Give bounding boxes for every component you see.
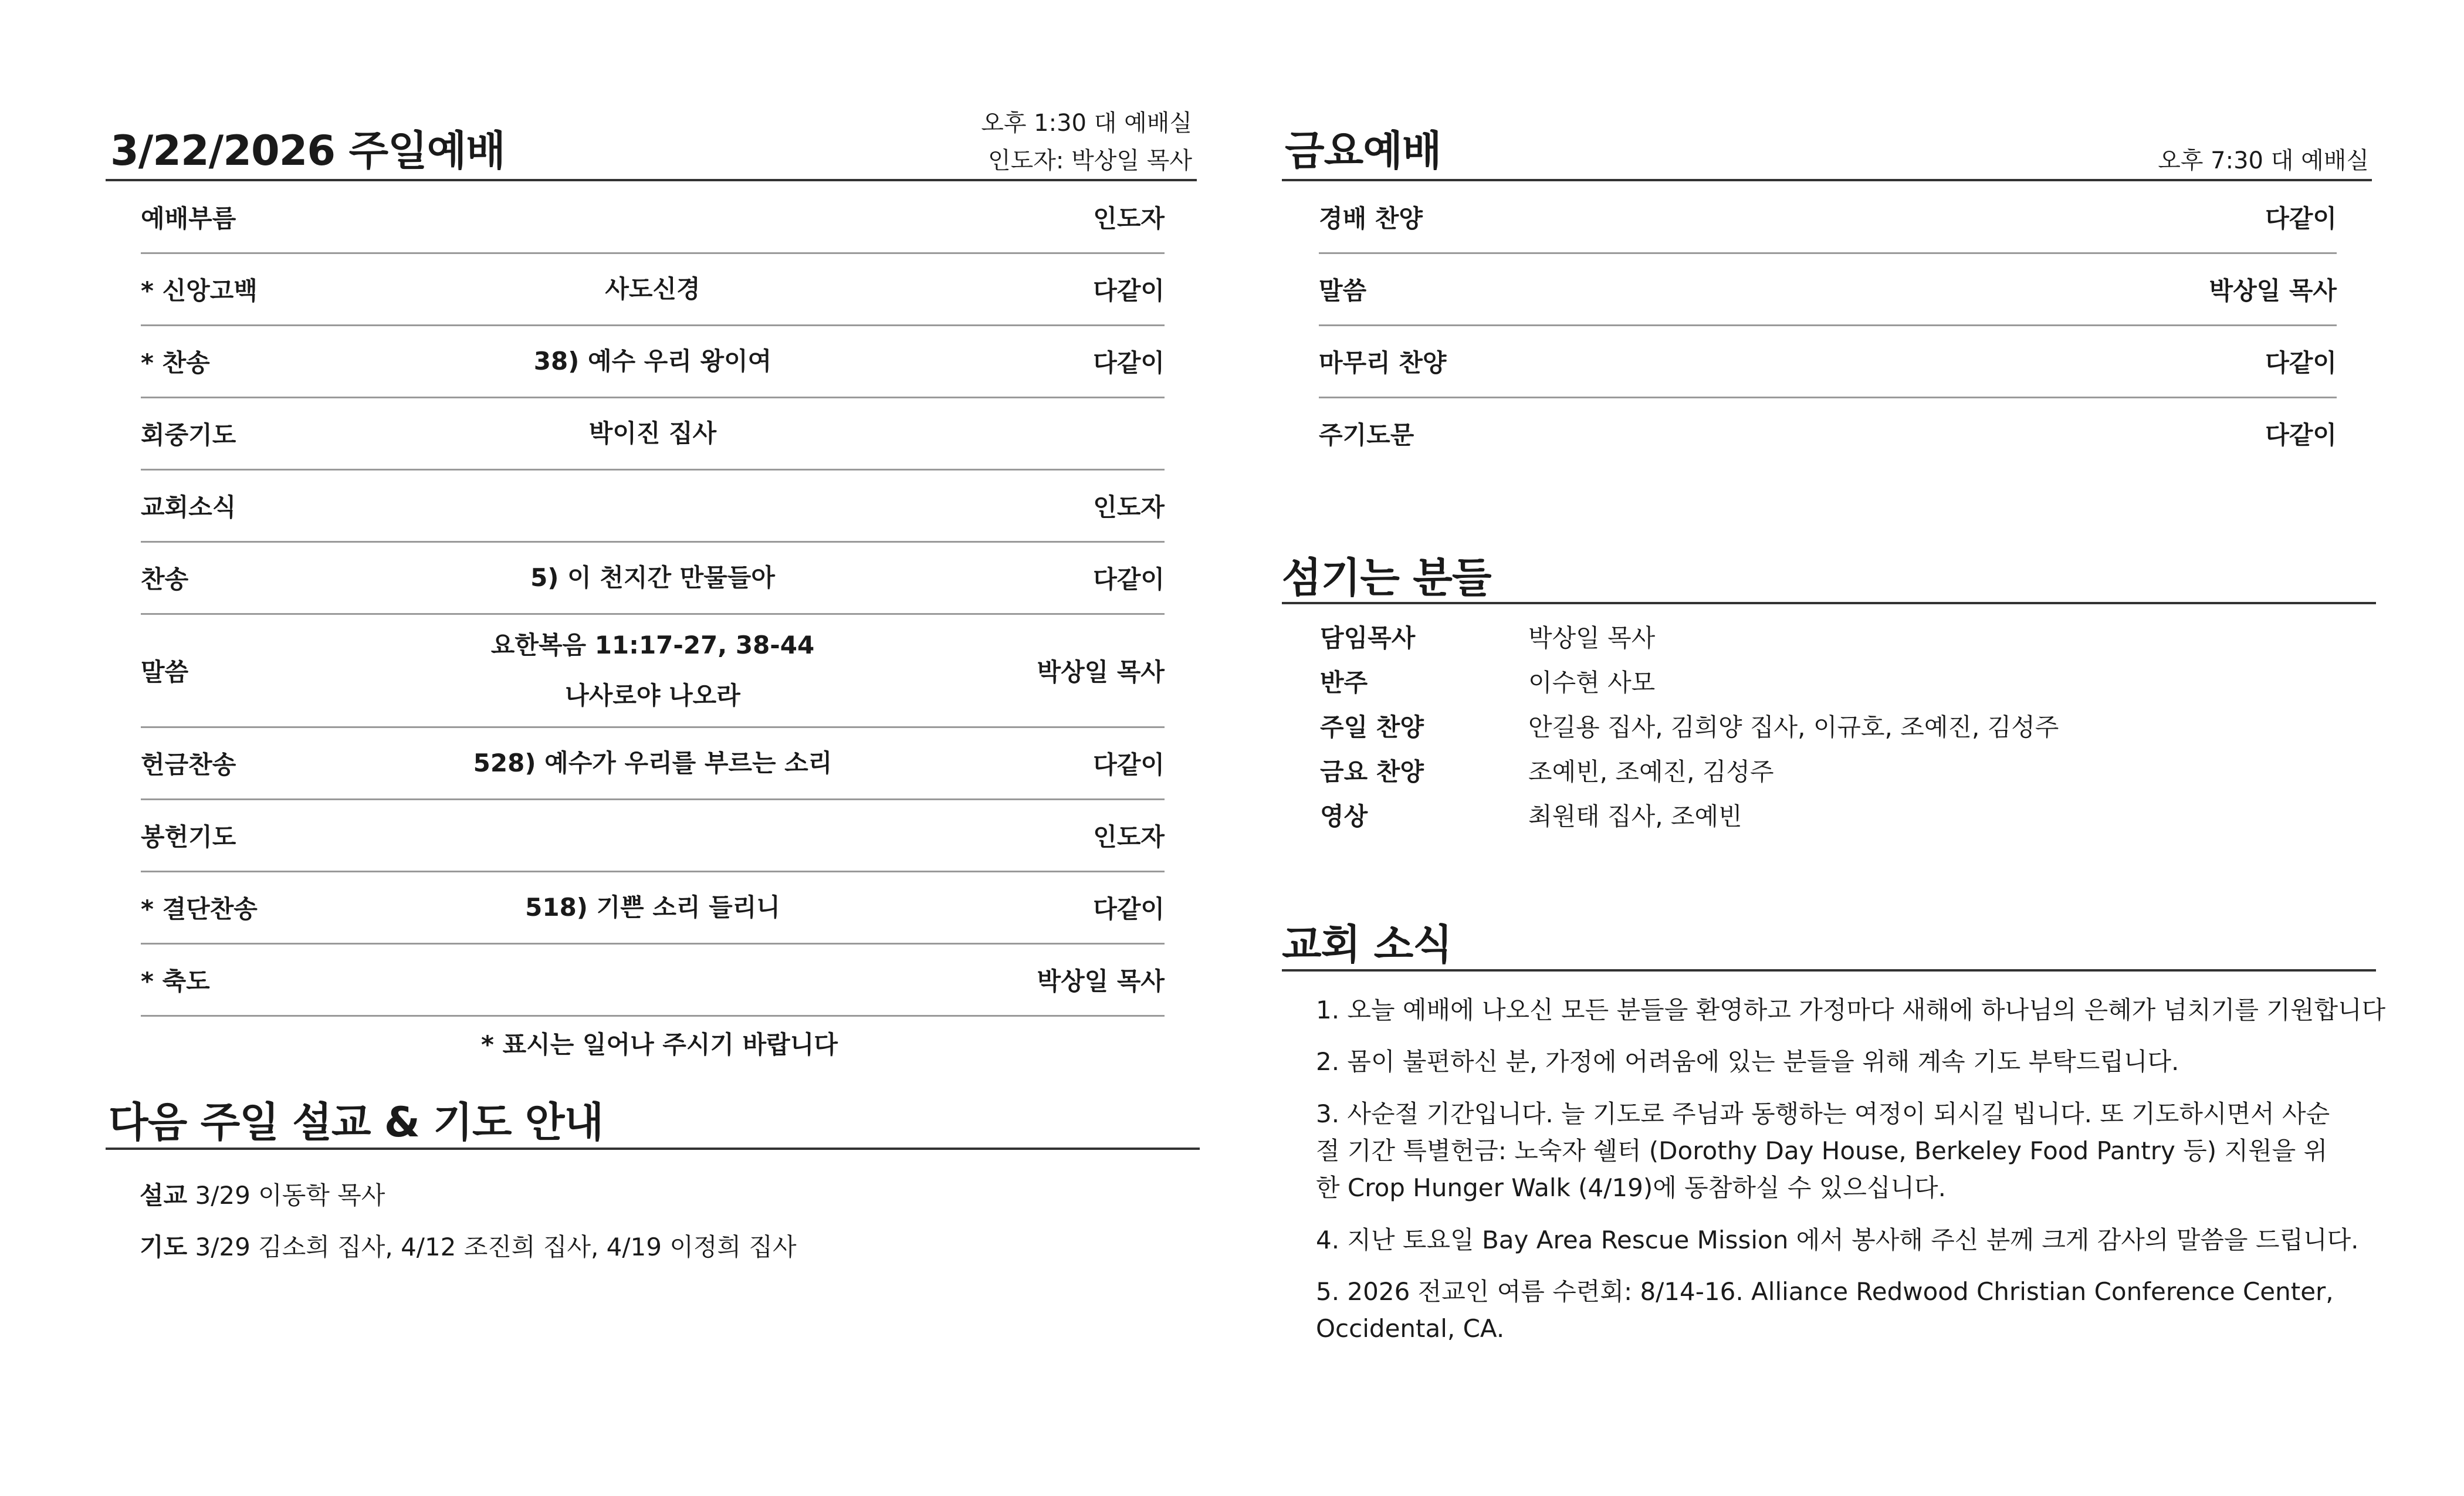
server-names: 안길용 집사, 김희양 집사, 이규호, 조예진, 김성주 [1528, 713, 2059, 742]
service-row-announcements [141, 471, 1165, 543]
sermon-scripture: 요한복음 11:17-27, 38-44 [490, 631, 815, 659]
friday-title-rule [1282, 179, 2372, 181]
news-item: 4. 지난 토요일 Bay Area Rescue Mission 에서 봉사해 주신 분께 크게 감사의 말씀을 드립니다. [1316, 1226, 2359, 1254]
sunday-order-of-service [141, 182, 1165, 1015]
server-names: 조예빈, 조예진, 김성주 [1528, 757, 1774, 786]
friday-service-title: 금요예배 [1285, 127, 1441, 175]
service-person: 다같이 [2265, 421, 2337, 449]
service-person: 다같이 [2265, 204, 2337, 233]
service-content: 사도신경 [605, 275, 700, 303]
server-names: 박상일 목사 [1528, 624, 1656, 652]
service-content: 38) 예수 우리 왕이여 [533, 347, 772, 375]
service-content: 518) 기쁜 소리 들리니 [525, 893, 780, 922]
server-role: 반주 [1320, 668, 1368, 697]
prayer-label: 기도 [140, 1233, 188, 1261]
service-item: * 찬송 [141, 348, 210, 377]
service-row-prayer [141, 398, 1165, 471]
next-week-title: 다음 주일 설교 & 기도 안내 [109, 1098, 604, 1146]
friday-service-time: 오후 7:30 대 예배실 [2158, 147, 2369, 174]
news-item: 2. 몸이 불편하신 분, 가정에 어려움에 있는 분들을 위해 계속 기도 부탁드립니다. [1316, 1047, 2179, 1076]
server-role: 금요 찬양 [1320, 757, 1424, 786]
service-row-benediction [141, 945, 1165, 1017]
service-item: 말씀 [1319, 276, 1367, 305]
service-item: 마무리 찬양 [1319, 348, 1447, 377]
service-item: * 결단찬송 [141, 895, 258, 923]
service-row-offering-hymn [141, 728, 1165, 800]
next-week-sermon [140, 1176, 385, 1211]
service-item: 봉헌기도 [141, 823, 236, 851]
service-item: 헌금찬송 [141, 750, 236, 779]
service-item: 교회소식 [141, 493, 236, 522]
friday-row-praise [1319, 182, 2337, 254]
service-person: 다같이 [2265, 348, 2337, 377]
service-item: * 축도 [141, 967, 210, 996]
servers-list [1320, 616, 2317, 839]
service-item: 찬송 [141, 565, 189, 594]
service-row-response-hymn [141, 872, 1165, 945]
news-item: 3. 사순절 기간입니다. 늘 기도로 주님과 동행하는 여정이 되시길 빕니다. 또 기도하시면서 사순절 기간 특별헌금: 노숙자 쉘터 (Dorothy Day House, Berkeley Food Pantry 등) 지원을 위한 Crop Hunger Walk (4/19)에 동참하실 수 있으십니다. [1316, 1099, 2330, 1202]
service-row-creed [141, 254, 1165, 326]
service-person: 박상일 목사 [1037, 658, 1165, 686]
service-content: 5) 이 천지간 만물들아 [530, 563, 775, 592]
service-item: * 신앙고백 [141, 276, 258, 305]
sunday-service-title: 3/22/2026 주일예배 [110, 127, 505, 175]
service-person: 인도자 [1093, 493, 1165, 522]
service-content: 박이진 집사 [588, 419, 717, 448]
friday-row-closing-praise [1319, 326, 2337, 398]
service-row-hymn-2 [141, 543, 1165, 615]
sunday-service-leader: 인도자: 박상일 목사 [987, 147, 1192, 174]
service-item: 회중기도 [141, 421, 236, 449]
sermon-info: 3/29 이동학 목사 [187, 1181, 385, 1210]
service-item: 주기도문 [1319, 421, 1414, 449]
server-role: 주일 찬양 [1320, 713, 1424, 742]
service-person: 인도자 [1093, 823, 1165, 851]
service-person: 다같이 [1093, 348, 1165, 377]
news-title: 교회 소식 [1282, 920, 1452, 969]
servers-title: 섬기는 분들 [1282, 554, 1491, 602]
server-role: 담임목사 [1320, 624, 1416, 652]
service-row-offering-prayer [141, 800, 1165, 872]
service-item: 예배부름 [141, 204, 236, 233]
sermon-label: 설교 [140, 1181, 188, 1210]
server-names: 이수현 사모 [1528, 668, 1656, 697]
server-names: 최원태 집사, 조예빈 [1528, 802, 1742, 831]
service-row-hymn-1 [141, 326, 1165, 398]
service-item: 경배 찬양 [1319, 204, 1423, 233]
friday-row-sermon [1319, 254, 2337, 326]
standing-note: * 표시는 일어나 주시기 바랍니다 [481, 1030, 838, 1059]
servers-rule [1282, 602, 2376, 604]
service-person: 다같이 [1093, 750, 1165, 779]
service-person: 다같이 [1093, 895, 1165, 923]
service-item: 말씀 [141, 658, 189, 686]
service-row-call-to-worship [141, 182, 1165, 254]
sunday-service-time: 오후 1:30 대 예배실 [981, 110, 1192, 137]
friday-row-lords-prayer [1319, 398, 2337, 469]
service-person: 인도자 [1093, 204, 1165, 233]
next-week-rule [106, 1148, 1200, 1150]
prayer-info: 3/29 김소희 집사, 4/12 조진희 집사, 4/19 이정희 집사 [187, 1233, 797, 1261]
friday-order-of-service [1319, 182, 2337, 471]
service-person: 박상일 목사 [2209, 276, 2337, 305]
service-row-sermon [141, 615, 1165, 728]
server-role: 영상 [1320, 802, 1368, 831]
news-rule [1282, 969, 2376, 972]
service-person: 다같이 [1093, 276, 1165, 305]
service-content: 528) 예수가 우리를 부르는 소리 [473, 749, 832, 777]
sunday-title-rule [106, 179, 1197, 181]
service-person: 박상일 목사 [1037, 967, 1165, 996]
service-person: 다같이 [1093, 565, 1165, 594]
sermon-title: 나사로야 나오라 [565, 681, 740, 710]
news-item: 1. 오늘 예배에 나오신 모든 분들을 환영하고 가정마다 새해에 하나님의 은혜가 넘치기를 기원합니다 [1316, 996, 2386, 1024]
next-week-prayer [140, 1228, 797, 1263]
news-item: 5. 2026 전교인 여름 수련회: 8/14-16. Alliance Redwood Christian Conference Center, Occidental, CA. [1316, 1277, 2334, 1343]
